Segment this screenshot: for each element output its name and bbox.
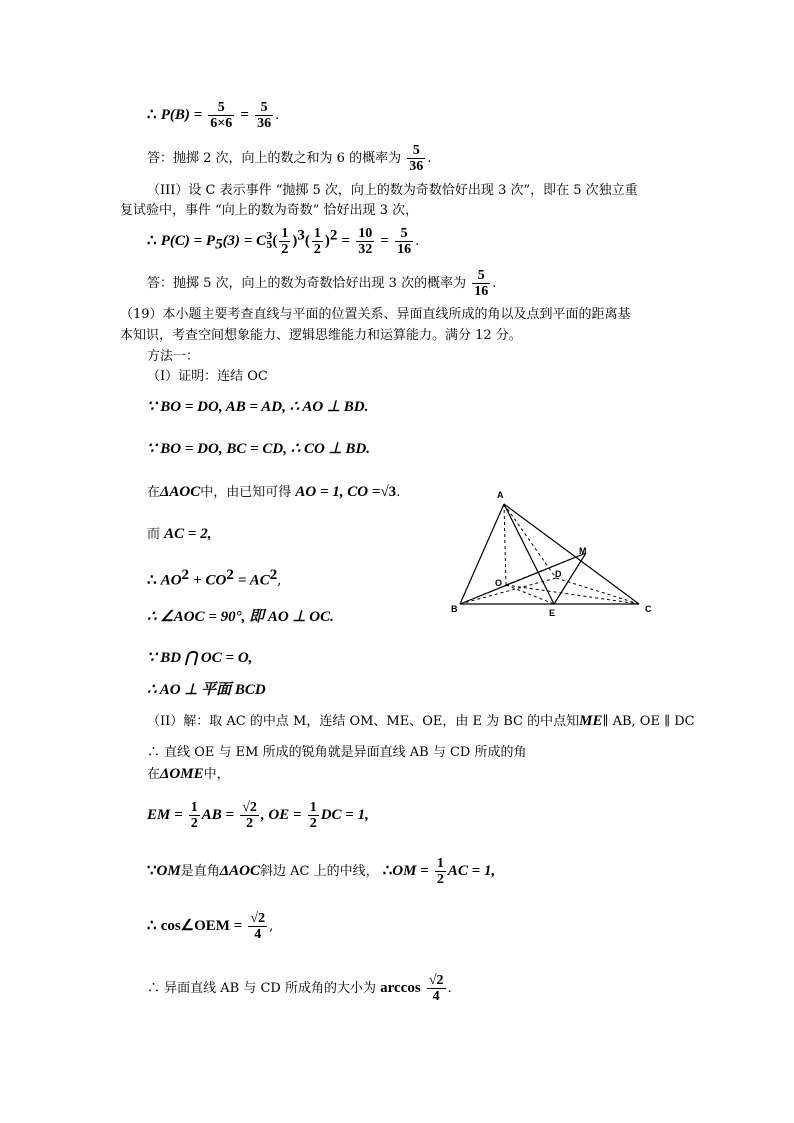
edge-OE <box>506 585 554 604</box>
math: DC = 1, <box>320 807 369 823</box>
equals: = <box>240 107 249 123</box>
superscript: 2 <box>226 567 234 583</box>
fraction: $\frac{√2}{4}$ <box>428 973 444 1004</box>
math: cos∠OEM = <box>160 918 243 934</box>
proof-line: ∵ BO = DO, BC = CD, ∴ CO ⊥ BD. <box>147 441 371 457</box>
answer-text: 答：抛掷 2 次，向上的数之和为 6 的概率为 <box>147 151 402 166</box>
fraction: $\frac{5}{36}$ <box>409 143 424 174</box>
paren: ) <box>292 233 298 249</box>
math: arccos <box>380 980 421 996</box>
triangle: ΔOME <box>160 766 204 782</box>
math: EM = <box>147 807 183 823</box>
math: OM = <box>392 863 429 879</box>
math: AB = <box>201 807 235 823</box>
math: AC = 1, <box>447 863 496 879</box>
formula-pb <box>147 100 279 131</box>
fraction: $\frac{10}{32}$ <box>358 226 373 257</box>
therefore-symbol: ∴ <box>382 863 393 879</box>
superscript: 2 <box>269 567 278 583</box>
paragraph-line: （III）设 C 表示事件 “抛掷 5 次，向上的数为奇数恰好出现 3 次”，即在 5 次独立重 <box>147 183 638 198</box>
subscript: 5 <box>215 236 223 253</box>
proof-line <box>147 567 281 589</box>
text: 是直角 <box>180 864 220 879</box>
proof-line <box>147 526 211 543</box>
formula-pc <box>147 226 419 257</box>
therefore-symbol: ∴ <box>147 233 157 249</box>
label-B: B <box>451 604 458 614</box>
tetrahedron-figure <box>446 488 676 628</box>
label-D: D <box>555 569 562 579</box>
paragraph-line: （I）证明：连结 OC <box>147 369 268 384</box>
period: . <box>447 981 452 996</box>
proof-line: ∵ BO = DO, AB = AD, ∴ AO ⊥ BD. <box>147 399 369 415</box>
math: = AC <box>237 572 270 589</box>
label-O: O <box>495 578 503 588</box>
label-M: M <box>579 546 587 556</box>
proof-line <box>147 800 369 831</box>
therefore-symbol: ∴ <box>147 918 157 934</box>
proof-line <box>147 911 273 942</box>
period: . <box>275 108 280 123</box>
superscript: 2 <box>181 567 190 583</box>
proof-line <box>147 484 400 501</box>
period: . <box>492 276 497 291</box>
fraction: $\frac{1}{2}$ <box>313 226 321 257</box>
text: ∥ AB, OE ∥ DC <box>602 714 695 729</box>
text: ∴ 异面直线 AB 与 CD 所成角的大小为 <box>147 981 376 996</box>
math: , OE = <box>260 807 302 823</box>
text: 中，由已知可得 <box>200 485 292 500</box>
fraction: $\frac{5}{16}$ <box>474 268 489 299</box>
superscript: 3 <box>297 227 305 244</box>
triangle: ΔAOC <box>219 863 260 879</box>
proof-line <box>147 713 695 730</box>
period: . <box>415 234 420 249</box>
therefore-symbol: ∴ <box>147 107 157 123</box>
proof-line: ∵ BD ⋂ OC = O, <box>147 650 253 666</box>
pc-lhs: P(C) = P <box>160 233 216 249</box>
fraction: $\frac{√2}{4}$ <box>250 911 266 942</box>
answer-2 <box>147 268 496 299</box>
proof-line <box>147 856 495 887</box>
therefore-symbol: ∴ <box>147 572 157 589</box>
period: . <box>396 485 401 500</box>
fraction: $\frac{5}{6\times 6}$ <box>210 100 233 131</box>
fraction: $\frac{1}{2}$ <box>309 800 317 831</box>
text: 在 <box>147 485 161 500</box>
equals: = <box>380 233 389 249</box>
edge-OM <box>506 553 586 585</box>
proof-line: ∴ ∠AOC = 90°, 即 AO ⊥ OC. <box>147 609 334 625</box>
paragraph-line: 复试验中，事件 “向上的数为奇数” 恰好出现 3 次， <box>120 203 419 218</box>
comma: , <box>269 919 274 934</box>
math: AO = 1, CO = <box>295 484 381 500</box>
fraction: $\frac{1}{2}$ <box>436 856 444 887</box>
paragraph-line: （19）本小题主要考查直线与平面的位置关系、异面直线所成的角以及点到平面的距离基 <box>120 307 631 322</box>
edge-BD <box>460 578 556 604</box>
answer-text: 答：抛掷 5 次，向上的数为奇数恰好出现 3 次的概率为 <box>147 276 467 291</box>
radical: √3 <box>380 484 397 500</box>
text: 中， <box>203 767 230 782</box>
paren: ( <box>304 233 310 249</box>
fraction: $\frac{√2}{2}$ <box>242 800 257 831</box>
proof-line <box>147 973 452 1004</box>
fraction: $\frac{5}{16}$ <box>397 226 412 257</box>
answer-1 <box>147 143 431 174</box>
edge-AC <box>504 504 639 604</box>
math: AO <box>160 572 182 589</box>
proof-line: ∴ AO ⊥ 平面 BCD <box>147 682 266 698</box>
because-symbol: ∵ <box>147 863 157 879</box>
pc-arg: (3) = C <box>222 233 267 249</box>
edge-DC <box>556 578 639 604</box>
text: （II）解：取 AC 的中点 M，连结 OM、ME、OE，由 E 为 BC 的中点知 <box>147 714 580 729</box>
edge-AE <box>504 504 554 604</box>
edge-AD <box>504 504 556 578</box>
comma: , <box>277 573 282 589</box>
label-C: C <box>645 604 652 614</box>
label-E: E <box>549 608 556 618</box>
math: OM <box>156 863 181 879</box>
text: 斜边 AC 上的中线， <box>259 864 379 879</box>
binom-index: 3 5 <box>266 231 273 251</box>
edge-AO <box>504 504 506 585</box>
fraction: $\frac{1}{2}$ <box>190 800 198 831</box>
fraction: $\frac{5}{36}$ <box>257 100 272 131</box>
paragraph-line: 本知识，考查空间想象能力、逻辑思维能力和运算能力。满分 12 分。 <box>120 328 522 343</box>
fraction: $\frac{1}{2}$ <box>281 226 289 257</box>
superscript: 2 <box>329 227 338 244</box>
equals: = <box>341 233 351 249</box>
proof-line <box>147 766 230 783</box>
math: ME <box>579 713 603 729</box>
math: AC = 2, <box>164 526 212 542</box>
paren: ) <box>324 233 330 249</box>
pb-lhs: P(B) = <box>160 107 203 123</box>
label-A: A <box>497 490 504 500</box>
triangle: ΔAOC <box>160 484 201 500</box>
proof-line: ∴ 直线 OE 与 EM 所成的锐角就是异面直线 AB 与 CD 所成的角 <box>147 745 527 760</box>
text: 在 <box>147 767 161 782</box>
paragraph-line: 方法一： <box>147 349 200 364</box>
text: 而 <box>147 527 161 542</box>
period: . <box>427 151 432 166</box>
math: + CO <box>193 572 227 589</box>
paren: ( <box>272 233 278 249</box>
edge-OC <box>506 585 639 604</box>
